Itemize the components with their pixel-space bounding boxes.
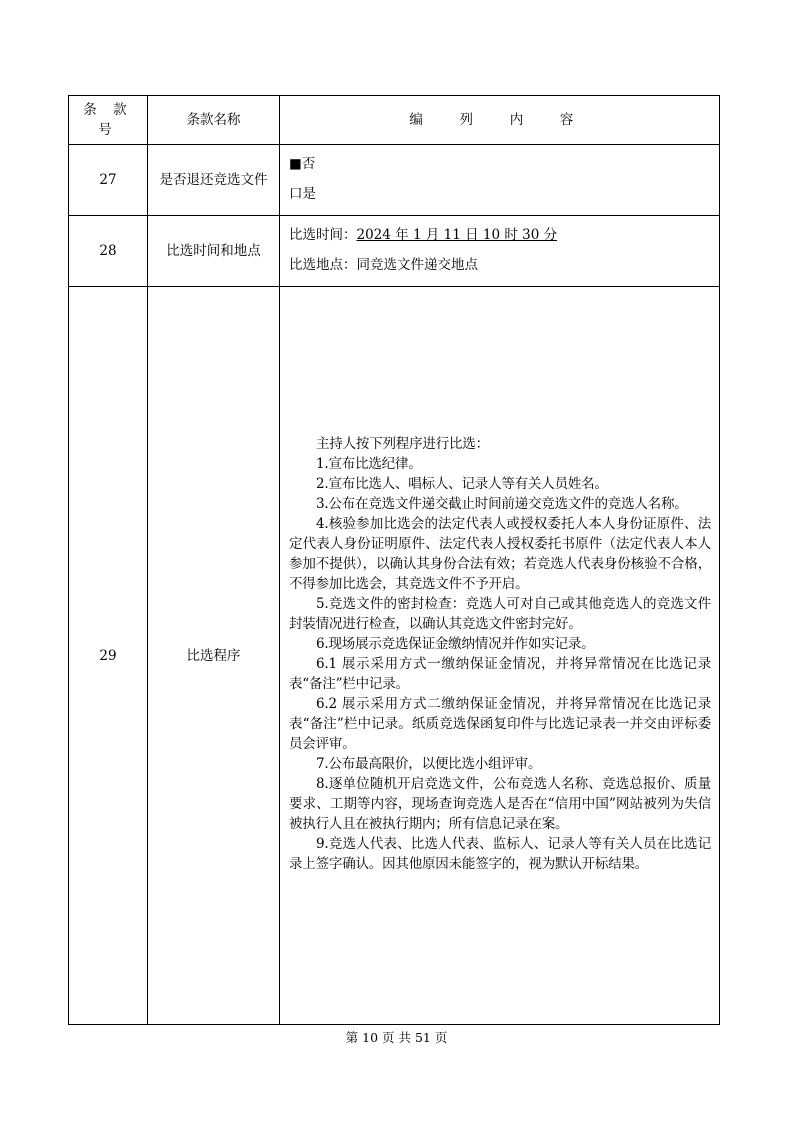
table-row	[69, 216, 720, 287]
header-clause-no: 条 款 号	[69, 96, 148, 145]
clause-no: 27	[69, 145, 148, 216]
option-no: ■否	[289, 156, 316, 172]
clause-content	[280, 145, 720, 216]
clause-table	[68, 95, 720, 1025]
procedure-paragraph: 7.公布最高限价，以便比选小组评审。	[316, 755, 542, 772]
header-content: 编 列 内 容	[280, 96, 720, 145]
procedure-paragraph: 1.宣布比选纪律。	[316, 455, 422, 472]
table-header-row	[69, 96, 720, 145]
selection-place: 比选地点：同竞选文件递交地点	[289, 257, 478, 273]
procedure-paragraph: 3.公布在竞选文件递交截止时间前递交竞选文件的竞选人名称。	[316, 495, 688, 512]
header-clause-name: 条款名称	[148, 96, 280, 145]
procedure-paragraph: 5.竞选文件的密封检查：竞选人可对自己或其他竞选人的竞选文件封装情况进行检查，以确认其竞选文件密封完好。	[289, 595, 711, 632]
clause-content	[280, 216, 720, 287]
selection-time-label: 比选时间：	[289, 227, 357, 243]
procedure-paragraph: 主持人按下列程序进行比选：	[316, 435, 489, 452]
page-footer: 第 10 页 共 51 页	[345, 1030, 448, 1045]
procedure-paragraph: 6.1 展示采用方式一缴纳保证金情况，并将异常情况在比选记录表“备注”栏中记录。	[289, 655, 711, 692]
option-yes: 口是	[289, 186, 316, 202]
clause-no: 28	[69, 216, 148, 287]
table-row	[69, 145, 720, 216]
procedure-paragraph: 2.宣布比选人、唱标人、记录人等有关人员姓名。	[316, 475, 608, 492]
clause-name: 是否退还竞选文件	[148, 145, 280, 216]
selection-time-value: 2024 年 1 月 11 日 10 时 30 分	[356, 227, 558, 243]
procedure-paragraph: 6.2 展示采用方式二缴纳保证金情况，并将异常情况在比选记录表“备注”栏中记录。纸质竞选保函复印件与比选记录表一并交由评标委员会评审。	[289, 695, 711, 752]
clause-no: 29	[69, 287, 148, 1025]
clause-content	[280, 287, 720, 1025]
procedure-paragraph: 9.竞选人代表、比选人代表、监标人、记录人等有关人员在比选记录上签字确认。因其他原因未能签字的，视为默认开标结果。	[289, 835, 711, 872]
procedure-paragraph: 8.逐单位随机开启竞选文件，公布竞选人名称、竞选总报价、质量要求、工期等内容，现场查询竞选人是否在“信用中国”网站被列为失信被执行人且在被执行期内；所有信息记录在案。	[289, 775, 711, 832]
table-row	[69, 287, 720, 1025]
procedure-paragraph: 4.核验参加比选会的法定代表人或授权委托人本人身份证原件、法定代表人身份证明原件、法定代表人授权委托书原件（法定代表人本人参加不提供），以确认其身份合法有效；若竞选人代表身份核验不合格，不得参加比选会，其竞选文件不予开启。	[289, 515, 711, 592]
clause-name: 比选时间和地点	[148, 216, 280, 287]
clause-name: 比选程序	[148, 287, 280, 1025]
procedure-paragraph: 6.现场展示竞选保证金缴纳情况并作如实记录。	[316, 635, 595, 652]
selection-time	[289, 220, 711, 250]
